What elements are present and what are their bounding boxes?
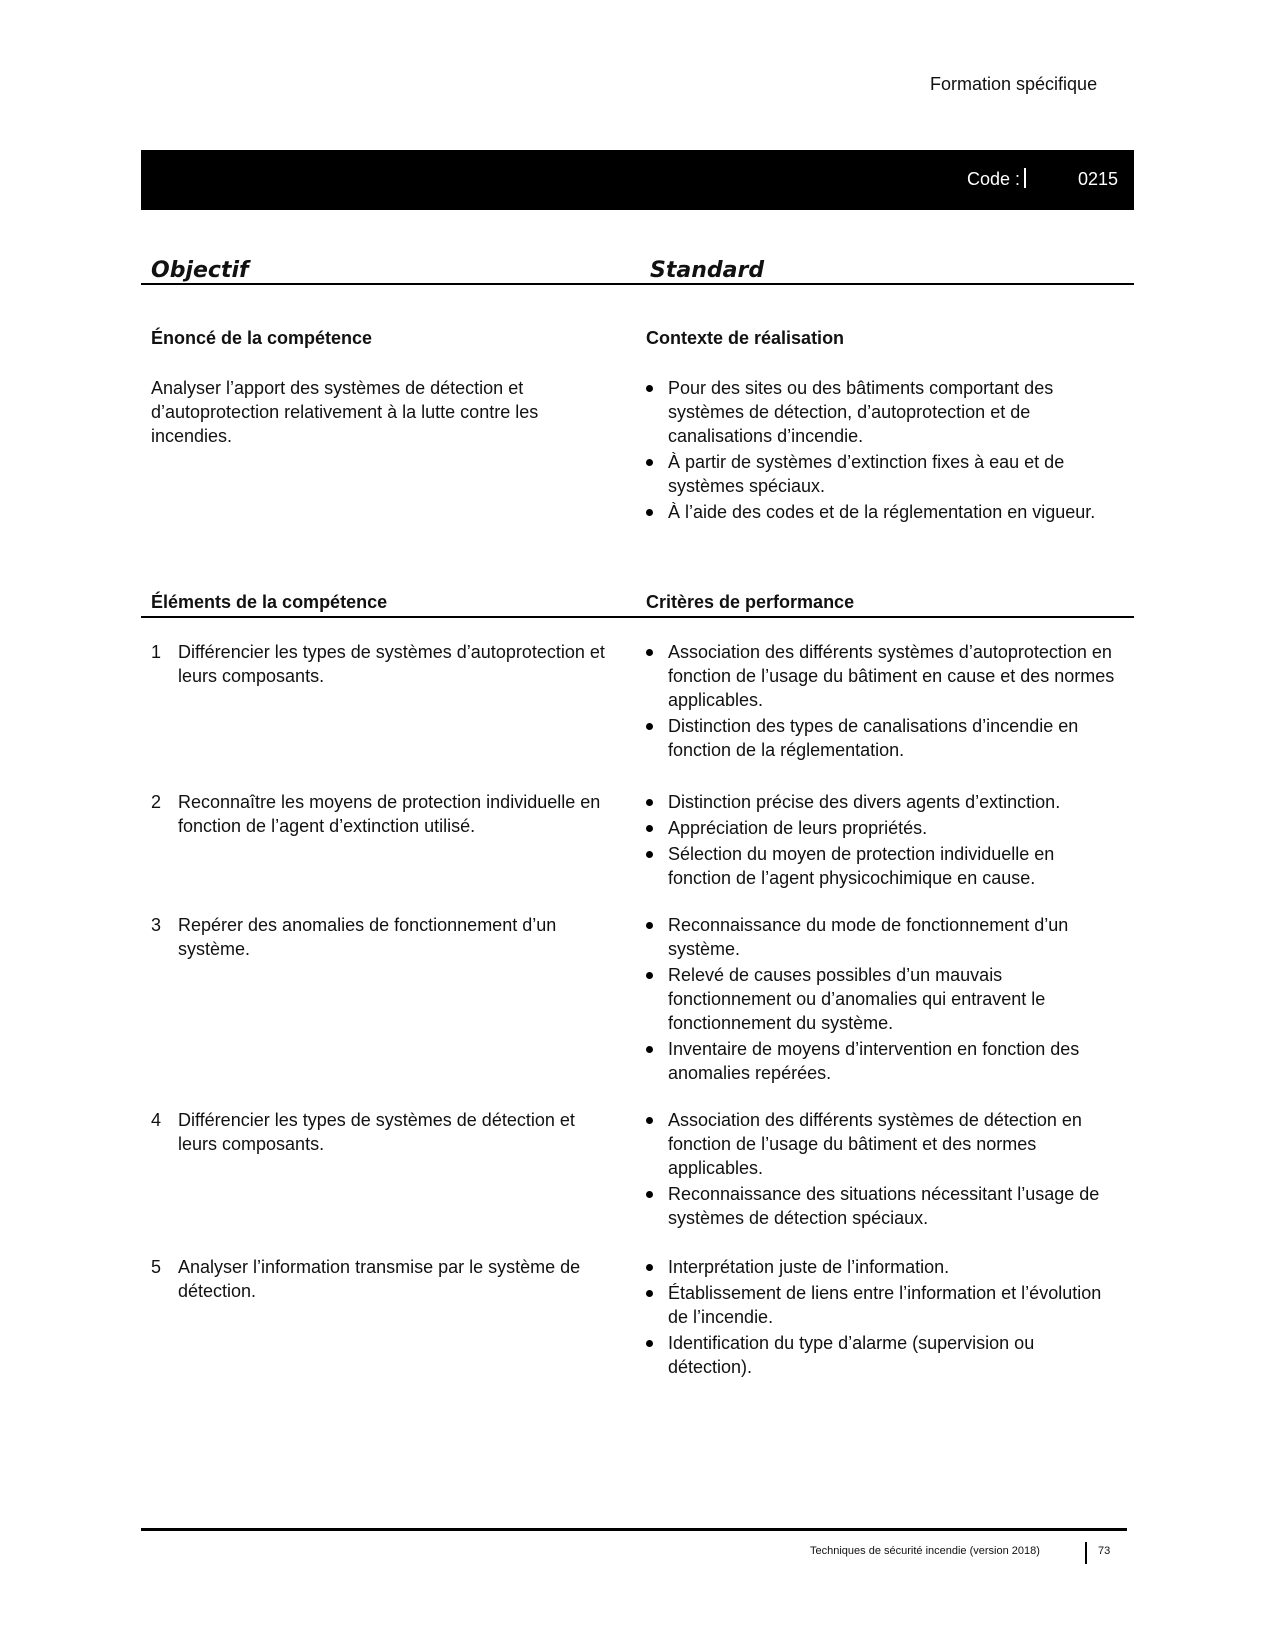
criteria-list <box>646 640 1116 764</box>
criteria-item: Reconnaissance des situations nécessitant l’usage de systèmes de détection spéciaux. <box>646 1182 1122 1230</box>
context-item: À l’aide des codes et de la réglementation en vigueur. <box>646 500 1116 524</box>
elements-heading: Éléments de la compétence <box>151 592 388 612</box>
footer-separator <box>1085 1542 1087 1564</box>
element-text: Différencier les types de systèmes de détection et leurs composants. <box>178 1110 575 1154</box>
bullet-icon <box>646 649 653 656</box>
element-text: Analyser l’information transmise par le système de détection. <box>178 1257 581 1301</box>
bullet-icon <box>646 799 653 806</box>
standard-title: Standard <box>650 258 765 283</box>
element-text: Reconnaître les moyens de protection individuelle en fonction de l’agent d’extinction utilisé. <box>178 792 601 836</box>
element-number: 5 <box>151 1257 162 1277</box>
element-number: 2 <box>151 792 162 812</box>
criteria-item: Sélection du moyen de protection individuelle en fonction de l’agent physicochimique en cause. <box>646 842 1122 890</box>
element-text: Repérer des anomalies de fonctionnement d’un système. <box>178 915 557 959</box>
criteria-item: Relevé de causes possibles d’un mauvais fonctionnement ou d’anomalies qui entravent le fonctionnement du système. <box>646 963 1116 1035</box>
bullet-icon <box>646 851 653 858</box>
context-heading: Contexte de réalisation <box>646 328 845 348</box>
document-category-label: Formation spécifique <box>930 74 1098 94</box>
criteria-list <box>646 1108 1122 1232</box>
element-text: Différencier les types de systèmes d’autoprotection et leurs composants. <box>178 642 605 686</box>
bullet-icon <box>646 723 653 730</box>
criteria-item: Association des différents systèmes de détection en fonction de l’usage du bâtiment et des normes applicables. <box>646 1108 1122 1180</box>
header-band <box>141 150 1134 210</box>
bullet-icon <box>646 385 653 392</box>
criteria-list <box>646 1255 1116 1381</box>
criteria-list <box>646 913 1116 1087</box>
bullet-icon <box>646 1117 653 1124</box>
context-item: Pour des sites ou des bâtiments comportant des systèmes de détection, d’autoprotection et de canalisations d’incendie. <box>646 376 1116 448</box>
context-item: À partir de systèmes d’extinction fixes à eau et de systèmes spéciaux. <box>646 450 1116 498</box>
criteria-heading: Critères de performance <box>646 592 855 612</box>
criteria-item: Interprétation juste de l’information. <box>646 1255 1116 1279</box>
code-value: 0215 <box>1078 169 1119 189</box>
bullet-icon <box>646 459 653 466</box>
bullet-icon <box>646 1046 653 1053</box>
bullet-icon <box>646 922 653 929</box>
page-number: 73 <box>1098 1545 1111 1557</box>
criteria-item: Distinction précise des divers agents d’extinction. <box>646 790 1122 814</box>
element-number: 1 <box>151 642 162 662</box>
criteria-item: Distinction des types de canalisations d’incendie en fonction de la réglementation. <box>646 714 1116 762</box>
context-list <box>646 376 1116 526</box>
section-rule <box>141 616 1134 618</box>
element-number: 4 <box>151 1110 162 1130</box>
criteria-item: Inventaire de moyens d’intervention en fonction des anomalies repérées. <box>646 1037 1116 1085</box>
criteria-item: Appréciation de leurs propriétés. <box>646 816 1122 840</box>
footer-document-title: Techniques de sécurité incendie (version 2018) <box>810 1545 1040 1557</box>
criteria-item: Identification du type d’alarme (supervision ou détection). <box>646 1331 1116 1379</box>
title-rule <box>141 283 1134 285</box>
bullet-icon <box>646 1340 653 1347</box>
bullet-icon <box>646 972 653 979</box>
criteria-item: Établissement de liens entre l’information et l’évolution de l’incendie. <box>646 1281 1116 1329</box>
bullet-icon <box>646 509 653 516</box>
code-label: Code : <box>967 169 1021 189</box>
element-number: 3 <box>151 915 162 935</box>
criteria-item: Reconnaissance du mode de fonctionnement d’un système. <box>646 913 1116 961</box>
objectif-title: Objectif <box>151 258 249 283</box>
bullet-icon <box>646 1264 653 1271</box>
bullet-icon <box>646 1290 653 1297</box>
footer-rule <box>141 1528 1127 1531</box>
statement-heading: Énoncé de la compétence <box>151 328 373 348</box>
bullet-icon <box>646 1191 653 1198</box>
criteria-item: Association des différents systèmes d’autoprotection en fonction de l’usage du bâtiment en cause et des normes applicables. <box>646 640 1116 712</box>
criteria-list <box>646 790 1122 892</box>
competence-statement: Analyser l’apport des systèmes de détection et d’autoprotection relativement à la lutte contre les incendies. <box>151 378 539 446</box>
bullet-icon <box>646 825 653 832</box>
code-separator <box>1024 168 1026 188</box>
